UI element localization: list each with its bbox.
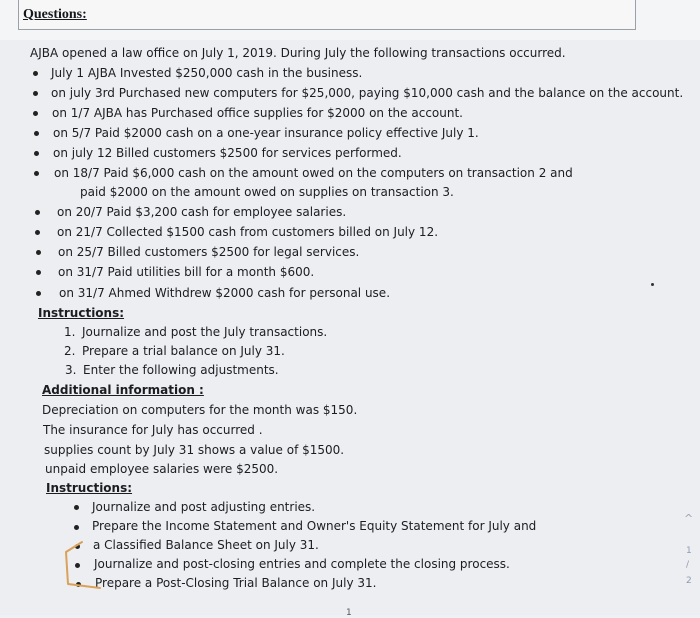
transaction-item: July 1 AJBA Invested $250,000 cash in the business.: [51, 66, 363, 80]
list-number: 3.: [65, 363, 77, 377]
additional-info-item: Depreciation on computers for the month was $150.: [42, 403, 358, 417]
handwritten-bracket: [60, 540, 104, 592]
bullet: [35, 210, 40, 215]
transaction-item: on 18/7 Paid $6,000 cash on the amount owed on the computers on transaction 2 and: [54, 166, 573, 180]
instruction-item: Enter the following adjustments.: [83, 363, 279, 377]
instruction-item-continued: a Classified Balance Sheet on July 31.: [93, 538, 319, 552]
instruction-item: Prepare a trial balance on July 31.: [82, 344, 285, 358]
transaction-item: on july 3rd Purchased new computers for $25,000, paying $10,000 cash and the balance on the account.: [51, 86, 684, 100]
questions-title: Questions:: [23, 7, 87, 22]
transaction-item: on 5/7 Paid $2000 cash on a one-year insurance policy effective July 1.: [53, 126, 479, 140]
instructions-heading: Instructions:: [46, 481, 133, 495]
bullet: [33, 71, 38, 76]
chevron-up-icon: ^: [684, 512, 694, 525]
additional-info-heading: Additional information :: [42, 383, 204, 397]
transaction-item: on 20/7 Paid $3,200 cash for employee salaries.: [57, 205, 347, 219]
bullet: [74, 525, 79, 530]
bullet: [34, 131, 39, 136]
intro-text: AJBA opened a law office on July 1, 2019. During July the following transactions occurred.: [30, 46, 566, 60]
transaction-item: on 31/7 Paid utilities bill for a month $600.: [58, 265, 315, 279]
transaction-item: on 31/7 Ahmed Withdrew $2000 cash for personal use.: [59, 286, 391, 300]
bullet: [34, 151, 39, 156]
transaction-item: on july 12 Billed customers $2500 for services performed.: [53, 146, 402, 160]
transaction-item: on 21/7 Collected $1500 cash from customers billed on July 12.: [57, 225, 439, 239]
bullet: [36, 291, 41, 296]
margin-number: 1: [686, 546, 692, 556]
stray-dot: [651, 283, 654, 286]
list-number: 2.: [64, 344, 76, 358]
transaction-item-continued: paid $2000 on the amount owed on supplies on transaction 3.: [80, 185, 454, 199]
list-number: 1.: [64, 325, 76, 339]
instruction-item: Journalize and post-closing entries and complete the closing process.: [94, 557, 510, 571]
instructions-heading: Instructions:: [38, 306, 125, 320]
margin-slash: /: [686, 560, 690, 570]
additional-info-item: The insurance for July has occurred .: [43, 423, 263, 437]
transaction-item: on 1/7 AJBA has Purchased office supplies for $2000 on the account.: [52, 106, 463, 120]
page-marker: 1: [346, 608, 352, 618]
bullet: [35, 230, 40, 235]
margin-number: 2: [686, 576, 692, 586]
additional-info-item: supplies count by July 31 shows a value of $1500.: [44, 443, 345, 457]
bullet: [34, 171, 39, 176]
bullet: [74, 505, 79, 510]
instruction-item: Journalize and post the July transactions.: [82, 325, 328, 339]
instruction-item: Prepare the Income Statement and Owner's Equity Statement for July and: [92, 519, 537, 533]
bullet: [36, 270, 41, 275]
bullet: [33, 91, 38, 96]
instruction-item: Journalize and post adjusting entries.: [92, 500, 316, 514]
questions-header-box: [18, 0, 636, 30]
additional-info-item: unpaid employee salaries were $2500.: [45, 462, 279, 476]
bullet: [33, 111, 38, 116]
transaction-item: on 25/7 Billed customers $2500 for legal services.: [58, 245, 360, 259]
bullet: [36, 250, 41, 255]
instruction-item: Prepare a Post-Closing Trial Balance on July 31.: [95, 576, 377, 590]
